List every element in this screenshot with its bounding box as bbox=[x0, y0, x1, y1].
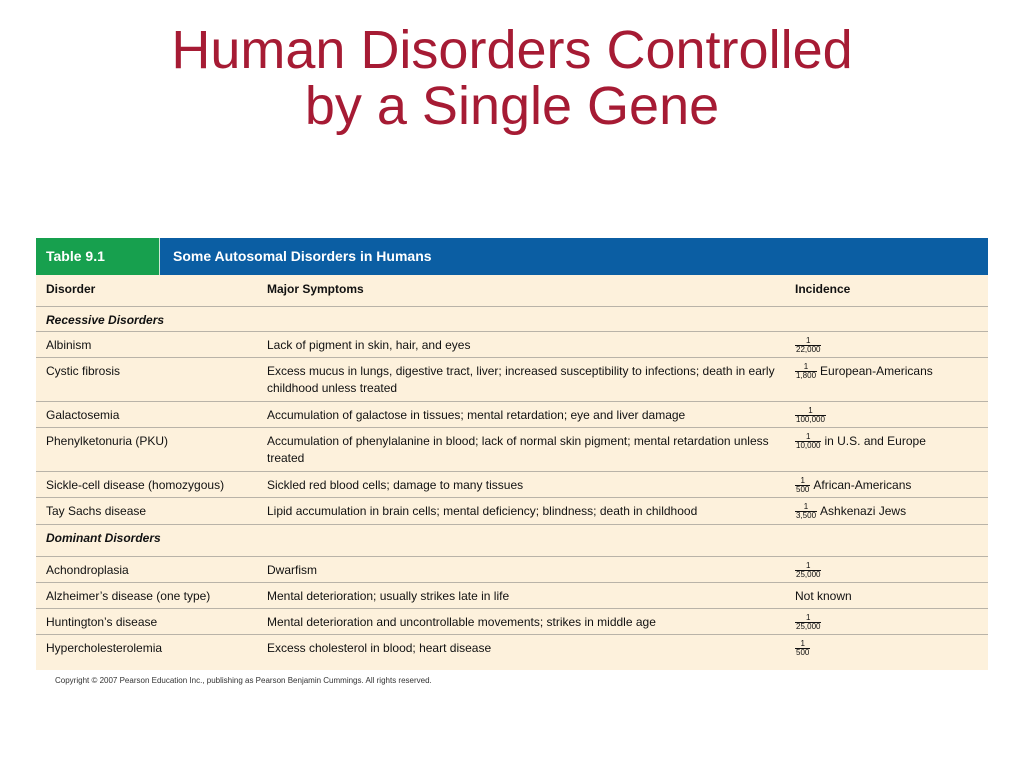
incidence-fraction bbox=[795, 407, 826, 424]
major-symptoms: Dwarfism bbox=[267, 563, 317, 577]
fraction-numerator: 1 bbox=[808, 406, 813, 416]
fraction-numerator: 1 bbox=[800, 639, 805, 649]
table-row bbox=[36, 556, 988, 583]
column-header: Major Symptoms bbox=[267, 282, 364, 296]
major-symptoms: Excess cholesterol in blood; heart disease bbox=[267, 641, 492, 655]
fraction-denominator: 25,000 bbox=[796, 570, 821, 580]
disorder-name: Huntington’s disease bbox=[46, 615, 158, 629]
table-row bbox=[36, 331, 988, 358]
disorder-name: Phenylketonuria (PKU) bbox=[46, 434, 169, 448]
section-label: Dominant Disorders bbox=[46, 531, 161, 545]
section-row-dominant bbox=[36, 524, 988, 557]
table-number: Table 9.1 bbox=[36, 238, 160, 275]
incidence-fraction bbox=[795, 477, 810, 494]
major-symptoms: Lack of pigment in skin, hair, and eyes bbox=[267, 338, 471, 352]
disorder-name: Albinism bbox=[46, 338, 92, 352]
slide-title-line-2: by a Single Gene bbox=[304, 76, 720, 136]
major-symptoms: Accumulation of galactose in tissues; mental retardation; eye and liver damage bbox=[267, 408, 686, 422]
fraction-denominator: 500 bbox=[796, 485, 810, 495]
incidence bbox=[795, 407, 985, 424]
incidence-fraction bbox=[795, 562, 821, 579]
incidence-fraction bbox=[795, 503, 817, 520]
incidence-population: Ashkenazi Jews bbox=[820, 504, 907, 518]
incidence-fraction bbox=[795, 614, 821, 631]
fraction-denominator: 1,800 bbox=[796, 371, 817, 381]
slide-title bbox=[0, 22, 1024, 134]
incidence bbox=[795, 503, 985, 520]
column-header: Disorder bbox=[46, 282, 96, 296]
section-row-recessive bbox=[36, 306, 988, 332]
fraction-numerator: 1 bbox=[803, 362, 809, 372]
fraction-denominator: 3,500 bbox=[796, 511, 817, 521]
fraction-numerator: 1 bbox=[806, 432, 811, 442]
major-symptoms: Mental deterioration and uncontrollable movements; strikes in middle age bbox=[267, 615, 656, 629]
incidence-population: African-Americans bbox=[813, 478, 912, 492]
disorders-table bbox=[36, 238, 988, 670]
disorder-name: Hypercholesterolemia bbox=[46, 641, 163, 655]
section-label: Recessive Disorders bbox=[46, 313, 165, 327]
disorder-name: Alzheimer’s disease (one type) bbox=[46, 589, 211, 603]
column-header: Incidence bbox=[795, 282, 851, 296]
major-symptoms: Accumulation of phenylalanine in blood; lack of normal skin pigment; mental retardation unless treated bbox=[267, 434, 769, 465]
incidence bbox=[795, 614, 985, 631]
fraction-denominator: 10,000 bbox=[796, 441, 821, 451]
incidence-fraction bbox=[795, 640, 810, 657]
incidence bbox=[795, 640, 985, 657]
fraction-numerator: 1 bbox=[803, 502, 809, 512]
table-row bbox=[36, 471, 988, 498]
table-row bbox=[36, 427, 988, 472]
fraction-numerator: 1 bbox=[806, 613, 811, 623]
fraction-numerator: 1 bbox=[806, 561, 811, 571]
incidence-fraction bbox=[795, 433, 821, 450]
incidence bbox=[795, 337, 985, 354]
table-header-bar bbox=[36, 238, 988, 275]
disorder-name: Achondroplasia bbox=[46, 563, 129, 577]
copyright-notice: Copyright © 2007 Pearson Education Inc., publishing as Pearson Benjamin Cummings. All rights reserved. bbox=[55, 676, 432, 685]
table-row bbox=[36, 582, 988, 609]
fraction-numerator: 1 bbox=[800, 476, 805, 486]
incidence-population: European-Americans bbox=[820, 364, 933, 378]
disorder-name: Tay Sachs disease bbox=[46, 504, 147, 518]
major-symptoms: Mental deterioration; usually strikes late in life bbox=[267, 589, 510, 603]
fraction-denominator: 100,000 bbox=[796, 415, 825, 425]
table-caption: Some Autosomal Disorders in Humans bbox=[173, 248, 432, 264]
major-symptoms: Lipid accumulation in brain cells; mental deficiency; blindness; death in childhood bbox=[267, 504, 698, 518]
incidence-fraction bbox=[795, 337, 821, 354]
incidence bbox=[795, 562, 985, 579]
incidence-fraction bbox=[795, 363, 817, 380]
incidence bbox=[795, 477, 985, 494]
fraction-denominator: 25,000 bbox=[796, 622, 821, 632]
major-symptoms: Sickled red blood cells; damage to many tissues bbox=[267, 478, 524, 492]
incidence: Not known bbox=[795, 589, 852, 603]
disorder-name: Cystic fibrosis bbox=[46, 364, 121, 378]
slide-title-line-1: Human Disorders Controlled bbox=[171, 20, 853, 80]
incidence-population: in U.S. and Europe bbox=[824, 434, 926, 448]
table-row bbox=[36, 357, 988, 402]
incidence bbox=[795, 363, 985, 380]
fraction-denominator: 22,000 bbox=[796, 345, 821, 355]
table-row bbox=[36, 634, 988, 660]
table-row bbox=[36, 401, 988, 428]
disorder-name: Galactosemia bbox=[46, 408, 120, 422]
fraction-denominator: 500 bbox=[796, 648, 810, 658]
disorder-name: Sickle-cell disease (homozygous) bbox=[46, 478, 225, 492]
major-symptoms: Excess mucus in lungs, digestive tract, liver; increased susceptibility to infections; death in early childhood unless treated bbox=[267, 364, 775, 395]
table-row bbox=[36, 497, 988, 525]
incidence bbox=[795, 433, 985, 450]
table-row bbox=[36, 608, 988, 635]
table-column-header-row bbox=[36, 275, 988, 307]
fraction-numerator: 1 bbox=[806, 336, 811, 346]
